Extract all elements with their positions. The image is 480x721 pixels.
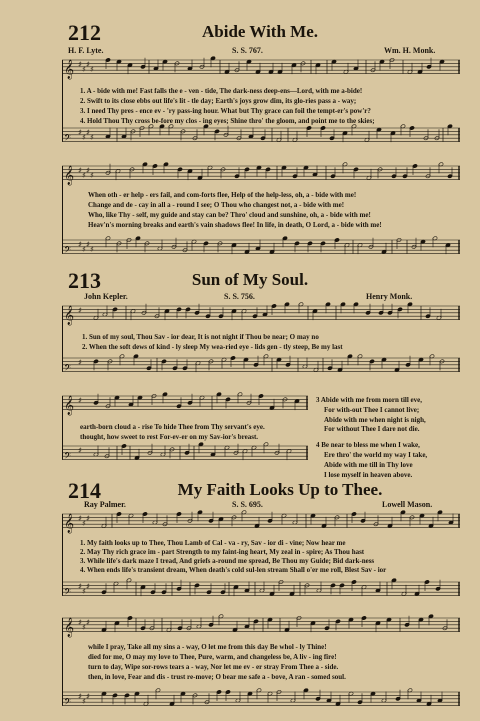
svg-text:♯: ♯ [90, 65, 94, 75]
verse-line: Ere thro' the world my way I take, [324, 450, 428, 459]
svg-text:♯: ♯ [82, 171, 86, 181]
hymn-213-composer: Henry Monk. [366, 292, 413, 301]
svg-text:𝄞: 𝄞 [64, 305, 75, 326]
hymn-213-author: John Kepler. [84, 292, 128, 301]
hymn-213-title: Sun of My Soul. [191, 270, 309, 289]
hymn-212-author: H. F. Lyte. [68, 46, 104, 55]
hymn-212-title: Abide With Me. [201, 22, 319, 41]
hymn-212-lyric-top-3: 3. I need Thy pres - ence ev - 'ry pass-ing hour. What but Thy grace can foil the tempt-er's pow'r? [80, 107, 371, 115]
svg-text:𝄢: 𝄢 [64, 244, 72, 258]
svg-text:♯: ♯ [82, 697, 86, 707]
svg-text:♯: ♯ [86, 128, 90, 138]
hymn-214-lyric-bottom-1: while I pray, Take all my sins a - way, O let me from this day Be whol - ly Thine! [88, 643, 327, 651]
verse-line: For without Thee I dare not die. [324, 425, 420, 434]
hymn-212-lyric-top-4: 4. Hold Thou Thy cross be-fore my clos - ing eyes; Shine thro' the gloom, and point me to the skies; [80, 117, 375, 125]
hymn-212-number: 212 [68, 20, 101, 45]
hymn-213-system-2 [62, 392, 308, 470]
hymn-213-ref: S. S. 756. [224, 292, 255, 301]
svg-text:♯: ♯ [82, 587, 86, 597]
svg-text:♯: ♯ [78, 446, 82, 456]
hymn-213-number: 213 [68, 268, 101, 293]
svg-text:♯: ♯ [90, 245, 94, 255]
hymn-212-system-1 [62, 58, 460, 150]
svg-text:♯: ♯ [78, 618, 82, 628]
svg-text:𝄢: 𝄢 [64, 586, 72, 600]
svg-text:♯: ♯ [78, 60, 82, 70]
hymn-212-lyric-top-2: 2. Swift to its close ebbs out life's lit - tle day; Earth's joys grow dim, its glo-ries pass a - way; [80, 97, 357, 105]
verse-line: Abide with me till in Thy love [324, 460, 413, 469]
hymn-214-lyric-top-1: 1. My faith looks up to Thee, Thou Lamb of Cal - va - ry, Sav - ior di - vine; Now hear me [80, 539, 346, 547]
hymn-212-lyric-bottom-4: Heav'n's morning breaks and earth's vain shadows flee! In life, in death, O Lord, a - bide with me! [88, 221, 382, 229]
svg-text:♯: ♯ [86, 60, 90, 70]
hymn-214-composer: Lowell Mason. [382, 500, 433, 509]
hymn-213-lyric-top-1: 1. Sun of my soul, Thou Sav - ior dear, It is not night if Thou be near; O may no [82, 333, 319, 341]
verse-line: Abide with me when night is nigh, [324, 415, 426, 424]
hymn-213-lyric-bottom-1: earth-born cloud a - rise To hide Thee from Thy servant's eye. [80, 423, 265, 431]
svg-text:♯: ♯ [82, 133, 86, 143]
svg-text:♯: ♯ [78, 582, 82, 592]
hymn-214-number: 214 [68, 478, 101, 503]
svg-text:♯: ♯ [78, 514, 82, 524]
svg-text:♯: ♯ [78, 396, 82, 406]
hymn-214-lyric-top-3: 3. While life's dark maze I tread, And griefs a-round me spread, Be Thou my Guide; Bid dark-ness [80, 557, 375, 565]
hymn-212-lyric-bottom-2: Change and de - cay in all a - round I see; O Thou who changest not, a - bide with me! [88, 201, 345, 209]
svg-text:♯: ♯ [82, 65, 86, 75]
svg-text:♯: ♯ [86, 514, 90, 524]
svg-text:♯: ♯ [82, 245, 86, 255]
svg-text:♯: ♯ [86, 692, 90, 702]
verse-line: 4 Be near to bless me when I wake, [316, 441, 420, 450]
svg-text:♯: ♯ [86, 618, 90, 628]
svg-text:♯: ♯ [78, 358, 82, 368]
svg-text:♯: ♯ [90, 133, 94, 143]
svg-text:♯: ♯ [82, 519, 86, 529]
svg-text:𝄞: 𝄞 [64, 395, 75, 416]
svg-text:♯: ♯ [86, 240, 90, 250]
svg-text:♯: ♯ [86, 166, 90, 176]
svg-text:𝄞: 𝄞 [64, 165, 75, 186]
hymn-214-system-1 [62, 512, 460, 608]
svg-text:♯: ♯ [78, 240, 82, 250]
hymn-214-lyric-top-2: 2. May Thy rich grace im - part Strength to my faint-ing heart, My zeal in - spire; As Thou hast [80, 548, 365, 556]
svg-text:♯: ♯ [90, 171, 94, 181]
svg-text:𝄞: 𝄞 [64, 513, 75, 534]
hymn-214-lyric-top-4: 4. When ends life's transient dream, When death's cold sul-len stream Shall o'er me roll, Blest Sav - ior [80, 566, 387, 574]
svg-text:𝄞: 𝄞 [64, 617, 75, 638]
hymn-212-lyric-top-1: 1. A - bide with me! Fast falls the e - ven - tide, The dark-ness deep-ens—Lord, with me a-bide! [80, 87, 363, 95]
hymn-213-lyric-bottom-2: thought, how sweet to rest For-ev-er on my Sav-ior's breast. [80, 433, 259, 441]
svg-text:𝄢: 𝄢 [64, 696, 72, 710]
hymn-214-author: Ray Palmer. [84, 500, 126, 509]
hymn-214-lyric-bottom-2: died for me, O may my love to Thee, Pure, warm, and changeless be, A liv - ing fire! [88, 653, 337, 661]
svg-text:♯: ♯ [78, 306, 82, 316]
hymn-214-ref: S. S. 695. [232, 500, 263, 509]
svg-text:♯: ♯ [82, 623, 86, 633]
svg-text:𝄢: 𝄢 [64, 450, 72, 464]
verse-line: 3 Abide with me from morn till eve, [316, 396, 423, 404]
hymn-212-system-2 [62, 162, 460, 266]
verse-line: For with-out Thee I cannot live; [324, 405, 420, 414]
svg-text:𝄞: 𝄞 [64, 59, 75, 80]
svg-text:𝄢: 𝄢 [64, 132, 72, 146]
hymn-212-lyric-bottom-3: Who, like Thy - self, my guide and stay can be? Thro' cloud and sunshine, oh, a - bide with me! [88, 211, 371, 219]
hymn-212-lyric-bottom-1: When oth - er help - ers fail, and com-forts flee, Help of the help-less, oh, a - bide with me! [88, 191, 357, 199]
svg-text:♯: ♯ [78, 166, 82, 176]
hymn-213-side-verses [316, 396, 427, 480]
hymn-214-lyric-bottom-4: then, in love, Fear and dis - trust re-move; O bear me safe a - bove, A ran - somed soul. [88, 673, 346, 681]
hymn-213-system-1 [62, 304, 460, 384]
hymn-214-system-2 [62, 614, 460, 718]
hymn-214-title: My Faith Looks Up to Thee. [177, 480, 383, 499]
svg-text:𝄢: 𝄢 [64, 362, 72, 376]
hymn-213-music-staff-2 [62, 392, 308, 470]
verse-line: I lose myself in heaven above. [324, 470, 413, 479]
svg-text:♯: ♯ [86, 582, 90, 592]
hymn-214-lyric-bottom-3: turn to day, Wipe sor-rows tears a - way, Nor let me ev - er stray From Thee a - side. [88, 663, 339, 671]
hymn-213-lyric-top-2: 2. When the soft dews of kind - ly sleep My wea-ried eye - lids gen - tly steep, Be my last [82, 343, 343, 351]
svg-text:♯: ♯ [78, 128, 82, 138]
hymn-212-composer: Wm. H. Monk. [384, 46, 436, 55]
hymn-212-ref: S. S. 767. [232, 46, 263, 55]
svg-text:♯: ♯ [78, 692, 82, 702]
